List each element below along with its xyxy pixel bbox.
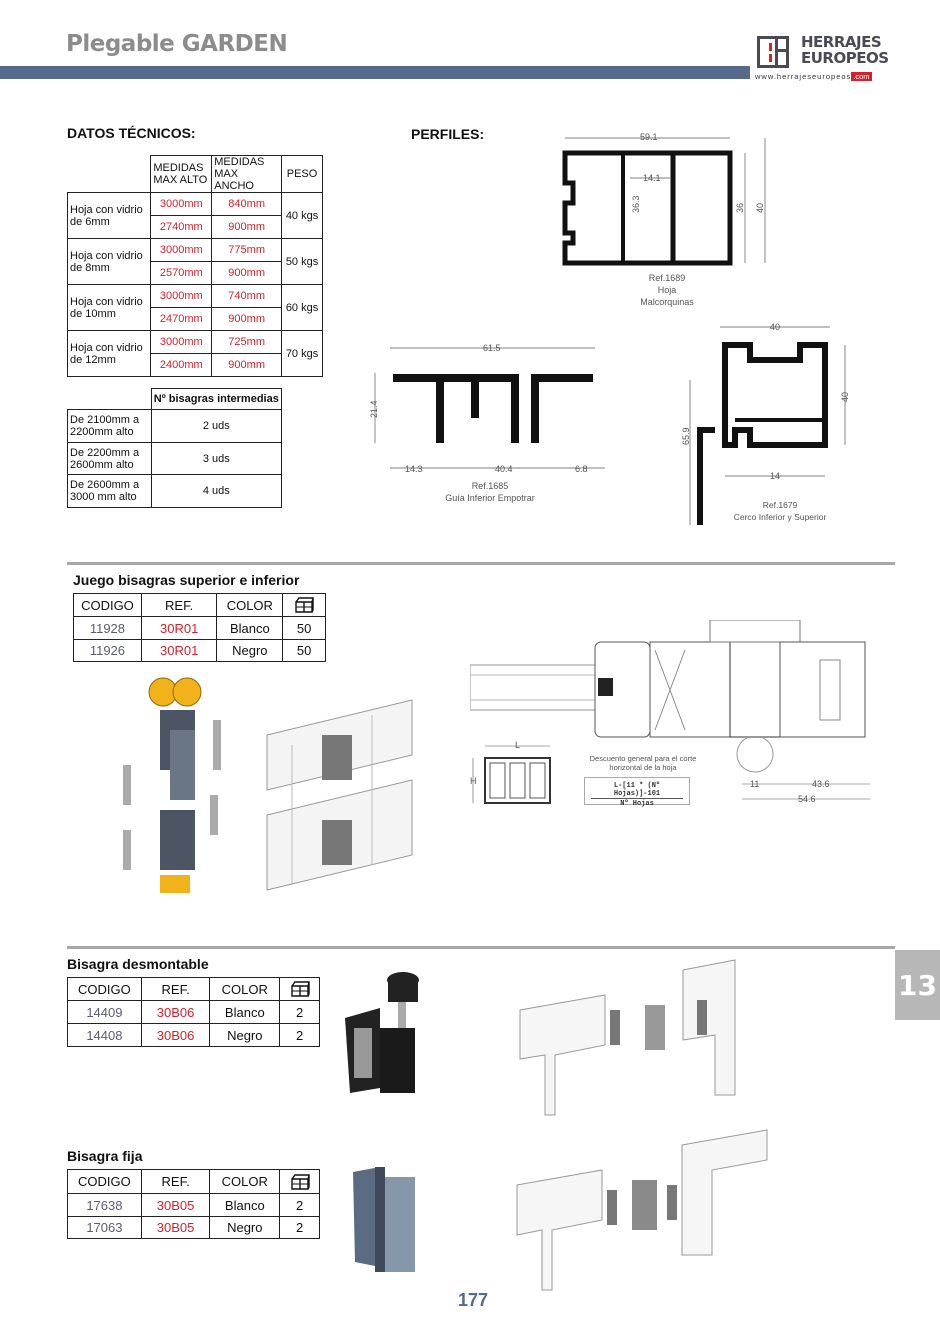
dim-label: 61.5: [483, 343, 501, 353]
box-qty-header: [283, 594, 326, 617]
bisagra-desmontable-table: [67, 977, 320, 1047]
datos-tecnicos-table: [67, 155, 323, 377]
box-icon: [290, 1173, 310, 1191]
qty-cell: 2: [280, 1024, 320, 1047]
profile-1689-drawing: [555, 128, 775, 268]
fixed-hinge-assembly-image: [512, 1125, 777, 1295]
color-cell: Blanco: [210, 1001, 280, 1024]
profile-name: Malcorquinas: [640, 297, 694, 307]
formula-box: [584, 777, 690, 808]
row-label: Hoja con vidrio de 8mm: [68, 239, 151, 285]
ref-cell: 30B06: [141, 1001, 210, 1024]
col-header-alto: MEDIDAS MAX ALTO: [151, 156, 212, 193]
bisagras-intermedias-table: [67, 388, 282, 508]
color-cell: Negro: [210, 1024, 280, 1047]
box-qty-header: [280, 978, 320, 1001]
ancho-cell: 900mm: [212, 262, 282, 285]
formula-numerator: L-[11 * (Nº Hojas)]-101: [591, 782, 683, 799]
alto-cell: 3000mm: [151, 331, 212, 354]
dim-label: 40: [755, 202, 765, 213]
hinge-assembly-image: [262, 695, 422, 895]
col-header-color: COLOR: [217, 594, 283, 617]
profile-1685-drawing: [365, 338, 615, 478]
fixed-hinge-image: [345, 1162, 420, 1277]
dim-label: 65.9: [681, 427, 691, 445]
codigo-cell: 14409: [68, 1001, 142, 1024]
datos-tecnicos-heading: DATOS TÉCNICOS:: [67, 125, 196, 141]
codigo-cell: 17638: [68, 1194, 142, 1217]
col-header-ref: REF.: [141, 978, 210, 1001]
peso-cell: 50 kgs: [282, 239, 323, 285]
alto-cell: 2570mm: [151, 262, 212, 285]
juego-bisagras-title: Juego bisagras superior e inferior: [73, 572, 300, 588]
ancho-cell: 840mm: [212, 193, 282, 216]
logo-mark-icon: [757, 36, 789, 68]
col-header-color: COLOR: [210, 978, 280, 1001]
ancho-cell: 740mm: [212, 285, 282, 308]
box-icon: [294, 596, 314, 614]
dim-label: 36: [735, 202, 745, 213]
dim-label: 40: [770, 322, 781, 332]
bisagras-value: 4 uds: [151, 475, 281, 508]
juego-bisagras-table: [73, 593, 326, 662]
alto-cell: 3000mm: [151, 285, 212, 308]
roller-hinge-image: [115, 670, 235, 905]
dim-label: 43.6: [812, 779, 830, 789]
dim-label: 6.8: [575, 464, 588, 474]
dim-label: 40.4: [495, 464, 513, 474]
col-header-codigo: CODIGO: [68, 978, 142, 1001]
col-header-codigo: CODIGO: [68, 1170, 142, 1194]
codigo-cell: 17063: [68, 1217, 142, 1239]
dim-label: 14.3: [405, 464, 423, 474]
header-bar: [0, 66, 750, 79]
dim-label: 59.1: [640, 132, 658, 142]
codigo-cell: 14408: [68, 1024, 142, 1047]
ref-cell: 30B05: [141, 1194, 210, 1217]
qty-cell: 2: [280, 1217, 320, 1239]
ref-cell: 30B05: [141, 1217, 210, 1239]
alto-cell: 3000mm: [151, 239, 212, 262]
removable-hinge-assembly-image: [515, 955, 775, 1120]
profile-ref: Ref.1679: [762, 500, 798, 510]
profile-name: Guía Inferior Empotrar: [445, 493, 535, 503]
peso-cell: 40 kgs: [282, 193, 323, 239]
page-number: 177: [457, 1290, 489, 1310]
logo-line2: EUROPEOS: [801, 49, 889, 67]
section-detail-drawing: [470, 620, 870, 750]
color-cell: Blanco: [210, 1194, 280, 1217]
ref-cell: 30R01: [141, 640, 217, 662]
col-header-color: COLOR: [210, 1170, 280, 1194]
profile-ref: Ref.1689: [648, 273, 686, 283]
row-label: Hoja con vidrio de 12mm: [68, 331, 151, 377]
profile-name: Cerco Inferior y Superior: [733, 512, 827, 522]
qty-cell: 50: [283, 617, 326, 640]
row-label: Hoja con vidrio de 6mm: [68, 193, 151, 239]
alto-cell: 2470mm: [151, 308, 212, 331]
profile-name: Hoja: [657, 285, 677, 295]
dim-label: 54.6: [798, 794, 816, 804]
logo-line1: HERRAJES: [801, 33, 882, 51]
dim-label: 40: [840, 391, 850, 402]
dim-label: L: [515, 740, 521, 750]
bisagras-value: 3 uds: [151, 443, 281, 475]
peso-cell: 70 kgs: [282, 331, 323, 377]
col-header-ref: REF.: [141, 1170, 210, 1194]
ancho-cell: 900mm: [212, 308, 282, 331]
bisagras-header: Nº bisagras intermedias: [151, 389, 281, 410]
profile-ref: Ref.1685: [471, 481, 509, 491]
perfiles-heading: PERFILES:: [411, 126, 485, 142]
bisagras-value: 2 uds: [151, 410, 281, 443]
peso-cell: 60 kgs: [282, 285, 323, 331]
codigo-cell: 11928: [74, 617, 142, 640]
ancho-cell: 725mm: [212, 331, 282, 354]
profile-1679-caption: [720, 499, 840, 523]
bisagra-fija-table: [67, 1169, 320, 1239]
formula-denominator: Nº Hojas: [620, 800, 654, 808]
descuento-text: horizontal de la hoja: [609, 763, 677, 772]
alto-cell: 3000mm: [151, 193, 212, 216]
profile-1685-caption: [420, 480, 560, 504]
logo-url-tld: .com: [853, 72, 870, 81]
dim-label: H: [470, 776, 477, 786]
chapter-tab: 13: [895, 950, 940, 1020]
logo-url: www.herrajeseuropeos: [755, 72, 852, 81]
dim-label: 36.3: [631, 195, 641, 213]
color-cell: Negro: [217, 640, 283, 662]
alto-cell: 2740mm: [151, 216, 212, 239]
section-divider: [67, 562, 895, 565]
box-qty-header: [280, 1170, 320, 1194]
dim-label: 14: [770, 471, 781, 481]
col-header-ancho: MEDIDAS MAX ANCHO: [212, 156, 282, 193]
dim-label: 11: [750, 779, 760, 789]
col-header-codigo: CODIGO: [74, 594, 142, 617]
row-label: De 2200mm a 2600mm alto: [68, 443, 152, 475]
ref-cell: 30R01: [141, 617, 217, 640]
alto-cell: 2400mm: [151, 354, 212, 377]
row-label: De 2100mm a 2200mm alto: [68, 410, 152, 443]
bisagra-fija-title: Bisagra fija: [67, 1148, 143, 1164]
page-title: Plegable GARDEN: [66, 31, 288, 57]
ancho-cell: 775mm: [212, 239, 282, 262]
qty-cell: 50: [283, 640, 326, 662]
descuento-note: [578, 754, 708, 772]
brand-logo: [755, 34, 895, 84]
bisagra-desmontable-title: Bisagra desmontable: [67, 956, 209, 972]
row-label: Hoja con vidrio de 10mm: [68, 285, 151, 331]
ancho-cell: 900mm: [212, 216, 282, 239]
color-cell: Blanco: [217, 617, 283, 640]
col-header-ref: REF.: [141, 594, 217, 617]
qty-cell: 2: [280, 1194, 320, 1217]
dim-label: 14.1: [643, 173, 661, 183]
qty-cell: 2: [280, 1001, 320, 1024]
section-divider: [67, 946, 895, 949]
row-label: De 2600mm a 3000 mm alto: [68, 475, 152, 508]
col-header-peso: PESO: [282, 156, 323, 193]
removable-hinge-image: [340, 968, 425, 1108]
color-cell: Negro: [210, 1217, 280, 1239]
descuento-text: Descuento general para el corte: [589, 754, 697, 763]
box-icon: [290, 980, 310, 998]
ancho-cell: 900mm: [212, 354, 282, 377]
codigo-cell: 11926: [74, 640, 142, 662]
ref-cell: 30B06: [141, 1024, 210, 1047]
profile-1689-caption: [617, 272, 717, 308]
dim-label: 21.4: [369, 400, 379, 418]
